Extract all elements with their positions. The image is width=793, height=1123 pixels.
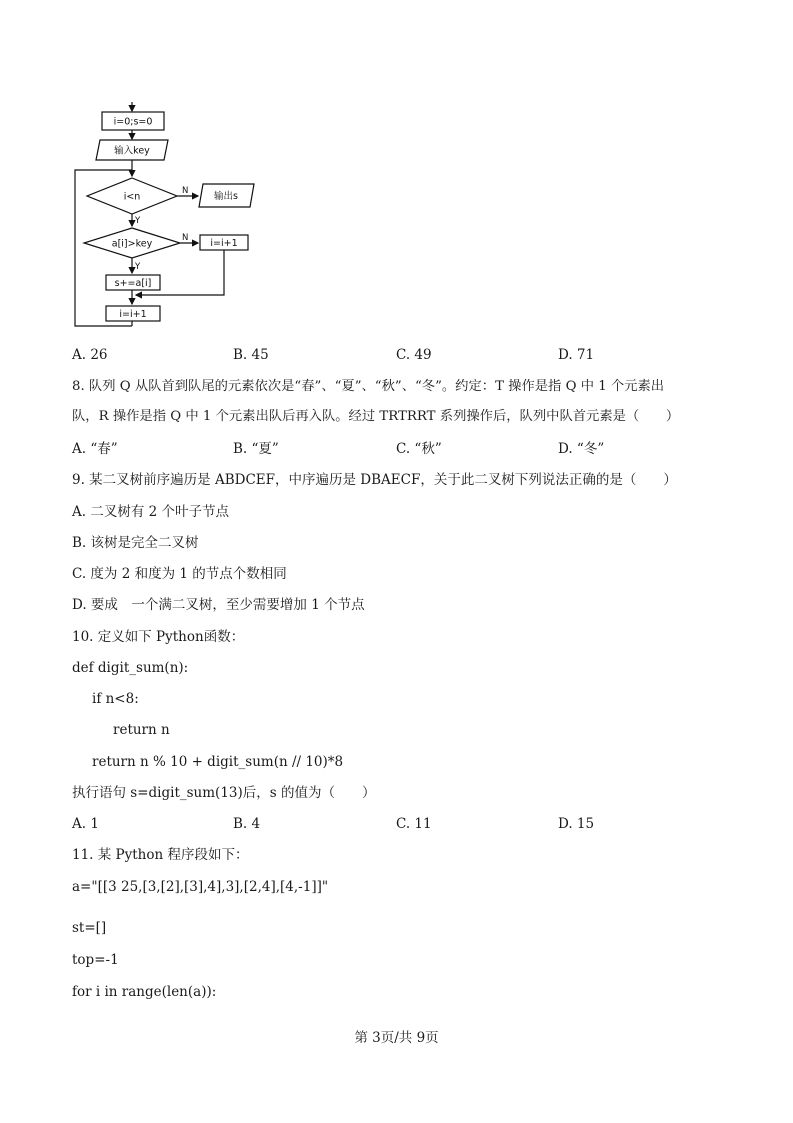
q10-code-line-1: def digit_sum(n): — [72, 660, 189, 676]
q8-option-c: C. “秋” — [396, 441, 442, 457]
q7-option-d: D. 71 — [558, 347, 595, 363]
flowchart-condition-1 — [87, 178, 177, 214]
q8-option-a: A. “春” — [72, 441, 118, 457]
q10-stem: 10. 定义如下 Python函数： — [72, 629, 245, 645]
q10-option-c: C. 11 — [396, 816, 432, 832]
q9-option-b: B. 该树是完全二叉树 — [72, 535, 199, 551]
q10-code-line-3: return n — [113, 722, 170, 738]
flowchart-cond2-text: a[i]>key — [111, 238, 153, 250]
q8-stem-line-2: 队，R 操作是指 Q 中 1 个元素出队后再入队。经过 TRTRRT 系列操作后，队列中队首元素是（ ） — [72, 409, 680, 424]
q9-option-d: D. 要成 一个满二叉树，至少需要增加 1 个节点 — [72, 597, 365, 613]
flowchart-accumulate-box — [106, 275, 160, 290]
flowchart-init-text: i=0;s=0 — [113, 116, 153, 128]
flowchart-increment-bottom-text: i=i+1 — [119, 309, 147, 320]
flowchart-cond2-no-label: N — [182, 233, 189, 243]
flowchart-input-text: 输入key — [114, 145, 150, 157]
q10-code-line-2: if n<8: — [92, 691, 139, 707]
flowchart-accumulate-text: s+=a[i] — [114, 278, 152, 289]
q10-option-d: D. 15 — [558, 816, 595, 832]
q11-code-line-3: top=-1 — [72, 952, 119, 968]
q11-code-line-2: st=[] — [72, 920, 107, 936]
flowchart-increment-right-text: i=i+1 — [210, 238, 238, 249]
q8-option-d: D. “冬” — [558, 441, 605, 457]
flowchart-input-box — [96, 140, 168, 160]
q10-option-b: B. 4 — [233, 816, 261, 832]
flowchart-cond1-no-label: N — [182, 186, 189, 196]
flowchart-output-box — [199, 184, 254, 207]
q7-option-a: A. 26 — [72, 347, 108, 363]
flowchart-increment-right-box — [200, 235, 248, 250]
flowchart-figure — [70, 100, 270, 332]
q10-code-line-4: return n % 10 + digit_sum(n // 10)*8 — [92, 754, 344, 770]
flowchart-condition-2 — [84, 228, 180, 258]
q10-option-a: A. 1 — [72, 816, 99, 832]
flowchart-cond2-yes-label: Y — [135, 262, 141, 272]
q11-code-line-1: a="[[3 25,[3,[2],[3],4],3],[2,4],[4,-1]]" — [72, 879, 329, 895]
q8-stem-line-1: 8. 队列 Q 从队首到队尾的元素依次是“春”、“夏”、“秋”、“冬”。约定：T 操作是指 Q 中 1 个元素出 — [72, 379, 665, 394]
q8-option-b: B. “夏” — [233, 441, 279, 457]
q7-option-b: B. 45 — [233, 347, 269, 363]
q10-question: 执行语句 s=digit_sum(13)后，s 的值为（ ） — [72, 785, 376, 801]
q9-option-c: C. 度为 2 和度为 1 的节点个数相同 — [72, 566, 287, 582]
flowchart-cond1-yes-label: Y — [135, 216, 141, 226]
q7-option-c: C. 49 — [396, 347, 432, 363]
q11-code-line-4: for i in range(len(a)): — [72, 984, 217, 1000]
flowchart-output-text: 输出s — [214, 191, 238, 202]
flowchart-init-box — [102, 112, 164, 130]
flowchart-cond1-text: i<n — [123, 191, 141, 203]
page-footer: 第 3页/共 9页 — [354, 1030, 439, 1046]
q9-stem: 9. 某二叉树前序遍历是 ABDCEF，中序遍历是 DBAECF，关于此二叉树下列说法正确的是（ ） — [72, 472, 677, 488]
q9-option-a: A. 二叉树有 2 个叶子节点 — [72, 504, 230, 520]
q11-stem: 11. 某 Python 程序段如下： — [72, 847, 249, 863]
flowchart-increment-bottom-box — [106, 306, 160, 321]
